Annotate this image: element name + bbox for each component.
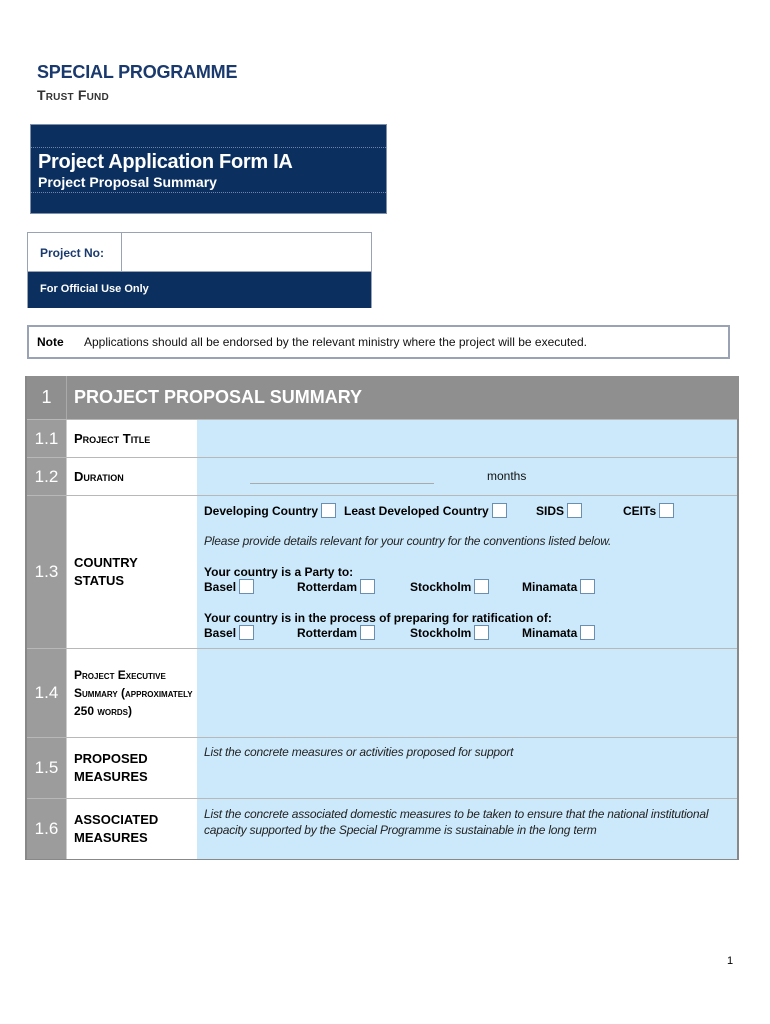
convention-label: Basel (204, 580, 237, 594)
convention-label: Basel (204, 626, 237, 640)
party-basel-checkbox[interactable] (239, 579, 254, 594)
page-number: 1 (727, 955, 734, 967)
associated-measures-hint-line2: capacity supported by the Special Programme is sustainable in the long term (204, 823, 597, 837)
duration-input-line[interactable] (250, 483, 434, 484)
convention-option (410, 625, 489, 640)
convention-label: Rotterdam (297, 580, 358, 594)
convention-option (522, 579, 595, 594)
associated-measures-hint-line1: List the concrete associated domestic measures to be taken to ensure that the national institutional (204, 807, 709, 821)
party-rotterdam-checkbox[interactable] (360, 579, 375, 594)
row-number: 1.4 (27, 649, 66, 737)
project-no-field[interactable] (122, 233, 371, 271)
least-developed-country-checkbox[interactable] (492, 503, 507, 518)
row-proposed-measures (27, 737, 737, 798)
form-banner (30, 124, 387, 214)
section-number: 1 (27, 376, 67, 419)
duration-field[interactable] (197, 458, 737, 495)
project-no-box (27, 232, 372, 308)
months-label: months (487, 469, 527, 483)
section-header (27, 376, 739, 419)
category-option (536, 503, 582, 518)
category-label: Developing Country (204, 504, 319, 518)
proposed-measures-field[interactable] (197, 738, 737, 798)
row-executive-summary (27, 648, 737, 737)
proposed-measures-hint: List the concrete measures or activities proposed for support (204, 745, 514, 759)
row-label (66, 649, 197, 737)
country-status-field (197, 496, 737, 648)
convention-label: Minamata (522, 580, 578, 594)
ratify-stockholm-checkbox[interactable] (474, 625, 489, 640)
convention-option (297, 579, 375, 594)
convention-instruction: Please provide details relevant for your country for the conventions listed below. (204, 534, 612, 548)
party-heading: Your country is a Party to: (204, 565, 354, 579)
proposal-summary-table (25, 376, 739, 860)
category-label: CEITs (623, 504, 657, 518)
convention-label: Stockholm (410, 626, 472, 640)
row-label (66, 738, 197, 798)
ratify-rotterdam-checkbox[interactable] (360, 625, 375, 640)
associated-measures-field[interactable] (197, 799, 737, 859)
ceits-checkbox[interactable] (659, 503, 674, 518)
org-subtitle: Trust Fund (37, 87, 109, 103)
project-title-field[interactable] (197, 420, 737, 457)
category-option (344, 503, 507, 518)
executive-summary-field[interactable] (197, 649, 737, 737)
executive-summary-label: Project Executive Summary (approximately 250 words) (74, 668, 193, 718)
convention-option (204, 625, 254, 640)
ratification-heading: Your country is in the process of preparing for ratification of: (204, 611, 552, 625)
convention-option (297, 625, 375, 640)
section-title: PROJECT PROPOSAL SUMMARY (74, 387, 363, 407)
party-minamata-checkbox[interactable] (580, 579, 595, 594)
note-label: Note (37, 335, 64, 349)
row-number: 1.3 (27, 496, 66, 648)
row-country-status (27, 495, 737, 648)
row-label (66, 496, 197, 648)
convention-option (522, 625, 595, 640)
sids-checkbox[interactable] (567, 503, 582, 518)
row-label (66, 799, 197, 859)
category-label: SIDS (536, 504, 565, 518)
form-subtitle: Project Proposal Summary (38, 174, 217, 190)
country-status-label: COUNTRY STATUS (74, 555, 138, 588)
row-number: 1.2 (27, 458, 66, 495)
convention-option (204, 579, 254, 594)
category-option (623, 503, 674, 518)
ratify-minamata-checkbox[interactable] (580, 625, 595, 640)
form-title: Project Application Form IA (38, 151, 293, 173)
org-title: SPECIAL PROGRAMME (37, 62, 238, 82)
row-label: Duration (66, 458, 197, 495)
note-box (27, 325, 730, 359)
official-use-label: For Official Use Only (28, 272, 371, 308)
convention-label: Stockholm (410, 580, 472, 594)
associated-measures-label: ASSOCIATED MEASURES (74, 812, 159, 845)
row-number: 1.5 (27, 738, 66, 798)
row-project-title (27, 419, 737, 457)
convention-label: Rotterdam (297, 626, 358, 640)
ratify-basel-checkbox[interactable] (239, 625, 254, 640)
category-option (204, 503, 336, 518)
convention-option (410, 579, 489, 594)
row-number: 1.6 (27, 799, 66, 859)
convention-label: Minamata (522, 626, 578, 640)
proposed-measures-label: PROPOSED MEASURES (74, 751, 148, 784)
row-associated-measures (27, 798, 737, 859)
party-stockholm-checkbox[interactable] (474, 579, 489, 594)
note-text: Applications should all be endorsed by the relevant ministry where the project will be executed. (84, 335, 587, 349)
developing-country-checkbox[interactable] (321, 503, 336, 518)
row-number: 1.1 (27, 420, 66, 457)
row-label: Project Title (66, 420, 197, 457)
row-duration (27, 457, 737, 495)
category-label: Least Developed Country (344, 504, 489, 518)
project-no-label: Project No: (28, 233, 122, 271)
